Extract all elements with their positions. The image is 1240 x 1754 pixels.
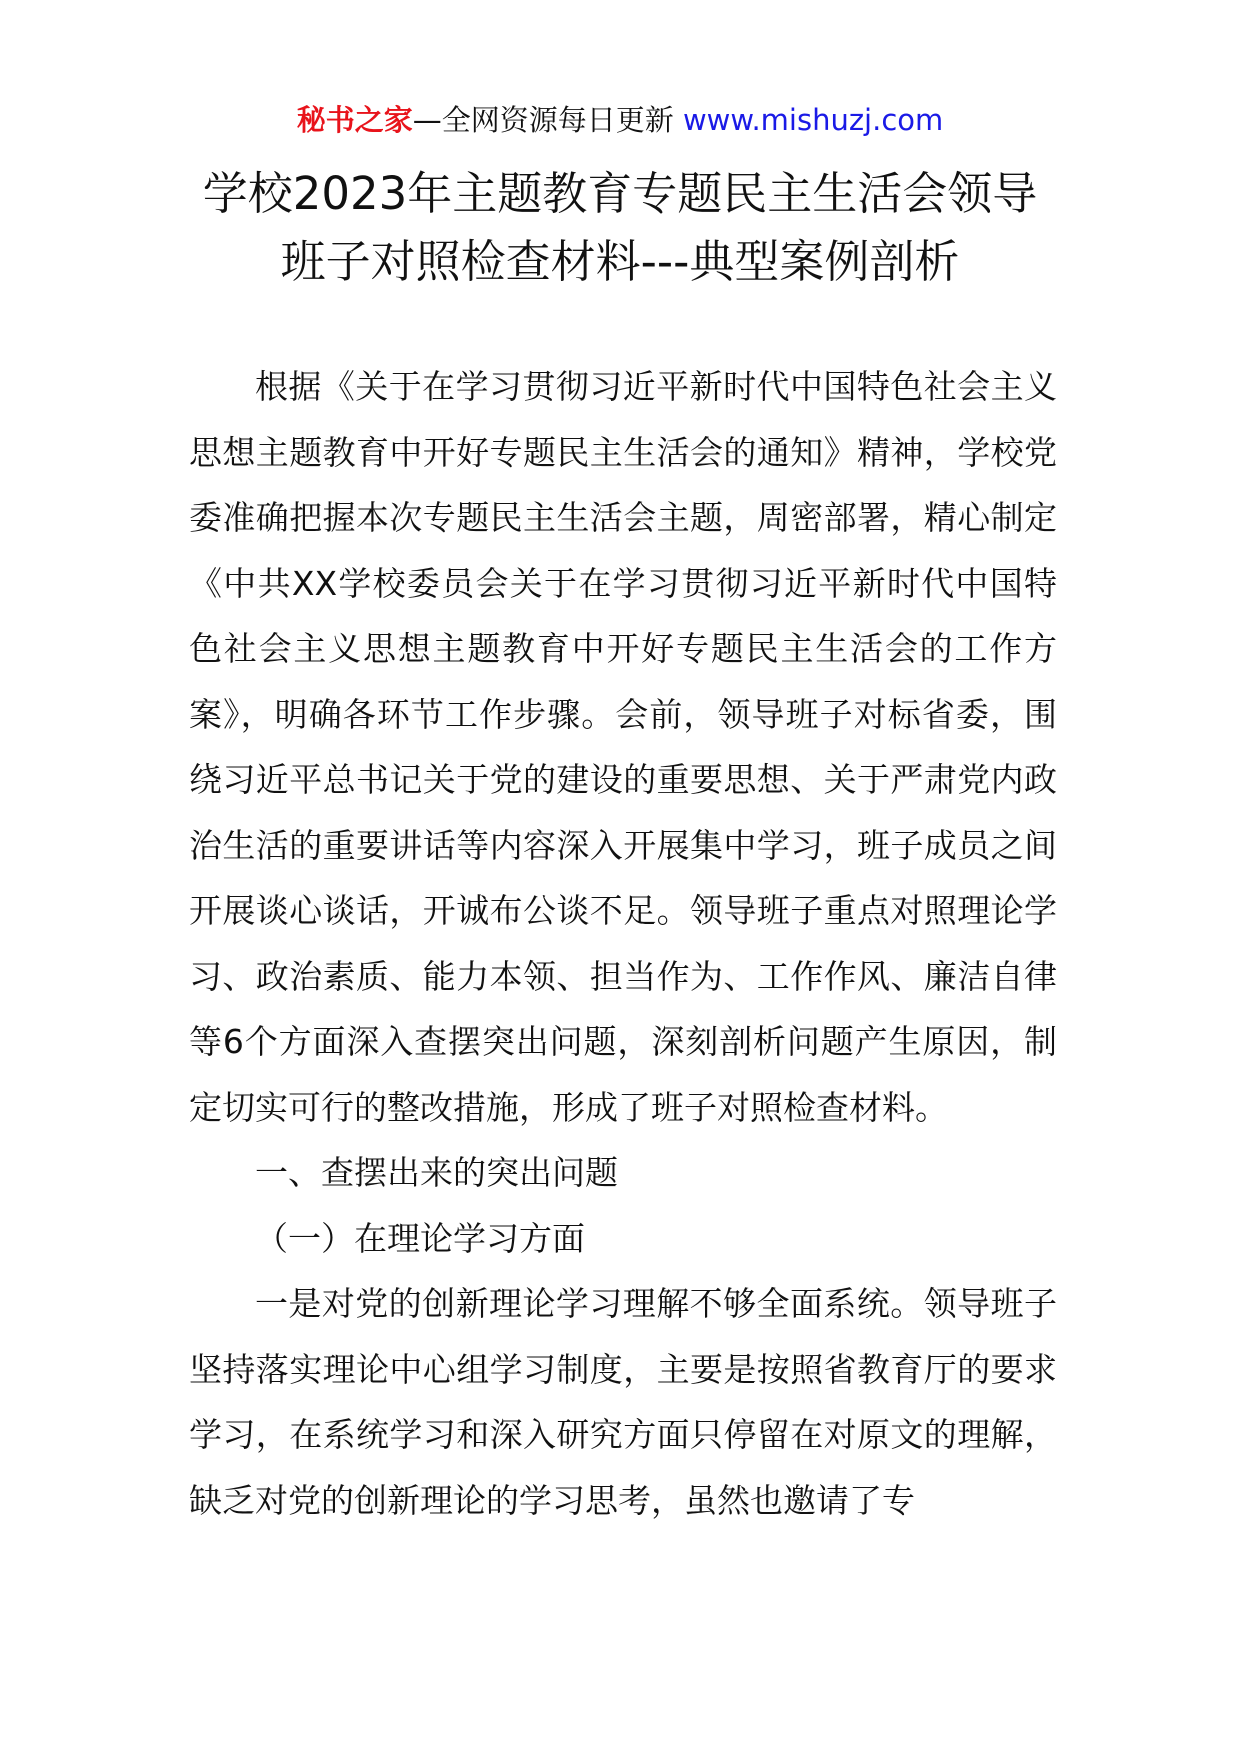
document-body xyxy=(189,354,1057,1533)
header-tagline: —全网资源每日更新 xyxy=(412,103,683,137)
intro-paragraph: 根据《关于在学习贯彻习近平新时代中国特色社会主义思想主题教育中开好专题民主生活会的通知》精神，学校党委准确把握本次专题民主生活会主题，周密部署，精心制定《中共XX学校委员会关于在学习贯彻习近平新时代中国特色社会主义思想主题教育中开好专题民主生活会的工作方案》，明确各环节工作步骤。会前，领导班子对标省委，围绕习近平总书记关于党的建设的重要思想、关于严肃党内政治生活的重要讲话等内容深入开展集中学习，班子成员之间开展谈心谈话，开诚布公谈不足。领导班子重点对照理论学习、政治素质、能力本领、担当作为、工作作风、廉洁自律等6个方面深入查摆突出问题，深刻剖析问题产生原因，制定切实可行的整改措施，形成了班子对照检查材料。 xyxy=(189,367,1057,1127)
header-url-link[interactable]: www.mishuzj.com xyxy=(682,103,944,137)
title-line-1: 学校2023年主题教育专题民主生活会领导 xyxy=(202,167,1038,220)
header-brand: 秘书之家 xyxy=(296,103,413,137)
subsection-heading: （一）在理论学习方面 xyxy=(255,1218,585,1258)
document-title xyxy=(150,160,1090,296)
site-header xyxy=(0,100,1240,140)
section-heading: 一、查摆出来的突出问题 xyxy=(255,1153,618,1192)
title-line-2: 班子对照检查材料---典型案例剖析 xyxy=(280,235,960,288)
body-paragraph: 一是对党的创新理论学习理解不够全面系统。领导班子坚持落实理论中心组学习制度，主要是按照省教育厅的要求学习，在系统学习和深入研究方面只停留在对原文的理解，缺乏对党的创新理论的学习思考，虽然也邀请了专 xyxy=(189,1284,1057,1520)
